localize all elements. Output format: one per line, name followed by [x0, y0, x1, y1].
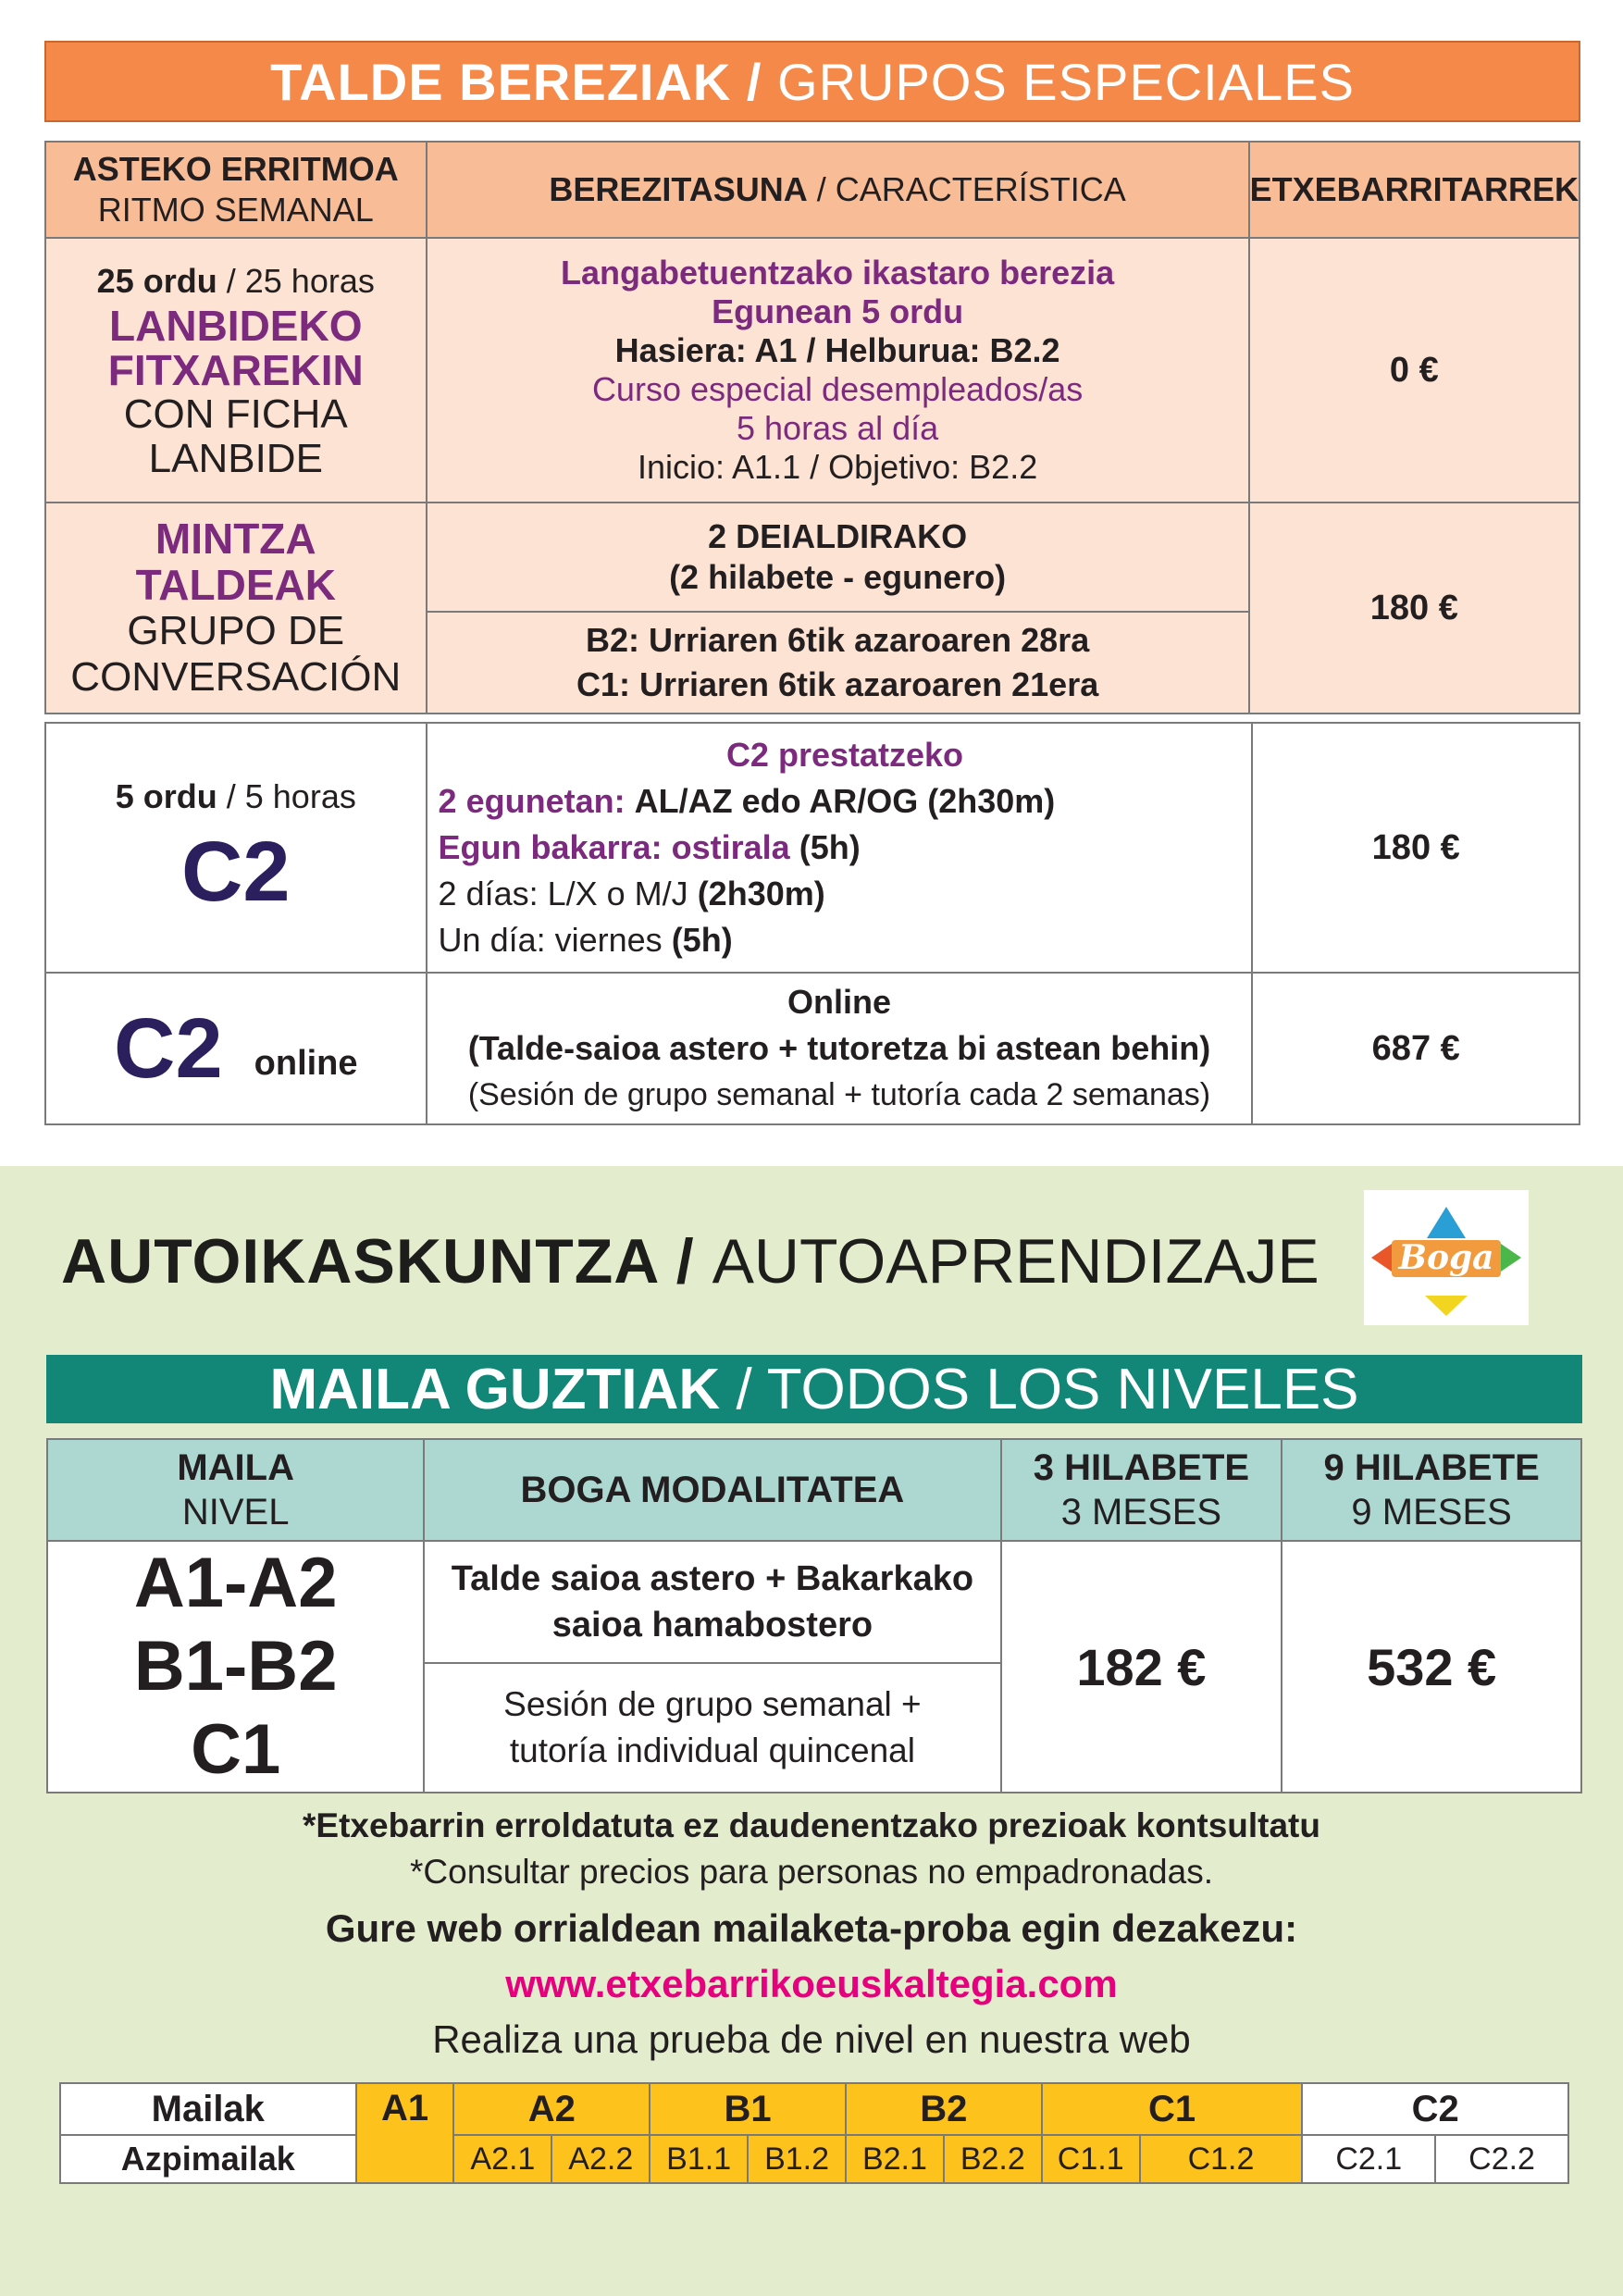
header-level-eu: MAILA: [177, 1447, 294, 1488]
c2-line1-value: AL/AZ edo AR/OG (2h30m): [634, 782, 1056, 820]
mintza-name-eu-1: MINTZA: [155, 515, 316, 563]
mintza-calls-cell: [427, 503, 1249, 612]
sublevel-c2-2: C2.2: [1435, 2135, 1568, 2183]
header-price-label: ETXEBARRITARREK: [1249, 170, 1579, 208]
lanbide-name-es-2: LANBIDE: [148, 436, 323, 481]
header-9-months-es: 9 MESES: [1351, 1492, 1512, 1533]
level-b2: B2: [846, 2083, 1042, 2135]
mode-eu-cell: [424, 1541, 1000, 1663]
mintza-price: 180 €: [1369, 588, 1458, 627]
c2-row: [45, 723, 1580, 973]
lanbide-hours-sep: /: [226, 262, 236, 300]
price-9-months-cell: [1282, 1541, 1581, 1793]
header-9-months-eu: 9 HILABETE: [1323, 1447, 1540, 1488]
note-level-test-eu: Gure web orrialdean mailaketa-proba egin dezakezu:: [325, 1906, 1298, 1950]
header-rhythm-eu: ASTEKO ERRITMOA: [72, 150, 399, 188]
sublevel-b2-2: B2.2: [944, 2135, 1042, 2183]
lanbide-rhythm-cell: [45, 238, 427, 503]
lanbide-price-cell: [1249, 238, 1580, 503]
mintza-name-cell: [45, 503, 427, 714]
note-not-registered-eu: *Etxebarrin erroldatuta ez daudenentzako prezioak kontsultatu: [303, 1806, 1320, 1844]
level-a2: A2: [453, 2083, 650, 2135]
mintza-dates-b2: B2: Urriaren 6tik azaroaren 28ra: [585, 621, 1090, 659]
c2-online-level-cell: [45, 973, 427, 1124]
mintza-name-es-2: CONVERSACIÓN: [70, 654, 402, 700]
lanbide-desc-6: Inicio: A1.1 / Objetivo: B2.2: [637, 448, 1038, 486]
sublevel-c1-2: C1.2: [1140, 2135, 1303, 2183]
c2-online-desc-cell: [427, 973, 1253, 1124]
levels-sub-row: [60, 2135, 1568, 2183]
levels-sub-label: Azpimailak: [60, 2135, 356, 2183]
mode-es-cell: [424, 1663, 1000, 1793]
c2-table: [44, 722, 1580, 1125]
header-3-months-es: 3 MESES: [1060, 1492, 1222, 1533]
mintza-dates-cell: [427, 612, 1249, 714]
mintza-name-eu-2: TALDEAK: [135, 561, 336, 609]
all-levels-band-eu: MAILA GUZTIAK: [269, 1357, 721, 1421]
levels-main-row: [60, 2083, 1568, 2135]
note-level-test-es: Realiza una prueba de nivel en nuestra web: [432, 2017, 1191, 2061]
c2-line3-label: 2 días: L/X o M/J: [438, 875, 688, 912]
lanbide-name-eu-2: FITXAREKIN: [107, 346, 364, 394]
level-a1-a2: A1-A2: [133, 1544, 338, 1622]
c2-level-cell: [45, 723, 427, 973]
special-groups-header-row: [45, 142, 1580, 238]
special-groups-table: [44, 141, 1580, 714]
mintza-name-es-1: GRUPO DE: [127, 608, 345, 653]
c2-online-level: C2: [114, 1000, 223, 1096]
mintza-price-cell: [1249, 503, 1580, 714]
sublevel-c1-1: C1.1: [1042, 2135, 1140, 2183]
lanbide-hours-es: 25 horas: [244, 262, 375, 300]
levels-cell: [47, 1541, 424, 1793]
header-feature-sep: /: [816, 170, 826, 208]
levels-main-label: Mailak: [60, 2083, 356, 2135]
header-price: [1249, 142, 1580, 238]
header-feature-eu: BEREZITASUNA: [549, 170, 808, 208]
header-rhythm: [45, 142, 427, 238]
header-3-months: [1001, 1439, 1282, 1541]
c2-line4-value: (5h): [671, 921, 733, 959]
self-learning-row-1: [47, 1541, 1581, 1663]
c2-online-price-cell: [1252, 973, 1580, 1124]
c2-online-suffix: online: [254, 1043, 358, 1083]
c2-line4-label: Un día: viernes: [438, 921, 663, 959]
all-levels-band-es: / TODOS LOS NIVELES: [736, 1357, 1359, 1421]
boga-logo-text: Boga: [1398, 1238, 1494, 1277]
price-3-months: 182 €: [1076, 1637, 1207, 1696]
c2-hours-sep: /: [226, 777, 236, 815]
mode-es: Sesión de grupo semanal + tutoría individual quincenal: [503, 1684, 922, 1769]
level-c2-bar: C2: [1302, 2083, 1568, 2135]
c2-hours-eu: 5 ordu: [115, 777, 217, 815]
lanbide-desc-5: 5 horas al día: [737, 409, 939, 447]
header-mode: [424, 1439, 1000, 1541]
c2-price: 180 €: [1371, 827, 1460, 867]
self-learning-heading-es: AUTOAPRENDIZAJE: [712, 1226, 1319, 1297]
c2-online-row: [45, 973, 1580, 1124]
c2-online-title: Online: [787, 983, 891, 1021]
c2-price-cell: [1252, 723, 1580, 973]
lanbide-desc-cell: [427, 238, 1249, 503]
special-groups-title-eu: TALDE BEREZIAK /: [270, 52, 762, 111]
boga-logo-icon: [1364, 1190, 1529, 1325]
c2-title: C2 prestatzeko: [725, 736, 964, 774]
level-b1-b2: B1-B2: [133, 1627, 338, 1706]
self-learning-table: [46, 1438, 1582, 1793]
self-learning-heading: [61, 1220, 1319, 1303]
header-feature-es: CARACTERÍSTICA: [835, 170, 1126, 208]
c2-hours-es: 5 horas: [244, 777, 356, 815]
level-a1: A1: [356, 2083, 454, 2183]
mintza-calls-2: (2 hilabete - egunero): [669, 558, 1007, 596]
c2-desc-cell: [427, 723, 1253, 973]
special-groups-title: [44, 41, 1580, 122]
price-9-months: 532 €: [1367, 1637, 1497, 1696]
c2-online-desc-es: (Sesión de grupo semanal + tutoría cada 2 semanas): [467, 1077, 1211, 1112]
lanbide-hours-eu: 25 ordu: [96, 262, 217, 300]
header-mode-label: BOGA MODALITATEA: [520, 1469, 905, 1510]
sublevel-c2-1: C2.1: [1302, 2135, 1435, 2183]
level-c1-bar: C1: [1042, 2083, 1303, 2135]
level-b1: B1: [650, 2083, 846, 2135]
mode-eu: Talde saioa astero + Bakarkako saioa hamabostero: [451, 1558, 974, 1644]
c2-line2-value: (5h): [799, 828, 861, 866]
note-not-registered-es: *Consultar precios para personas no empadronadas.: [410, 1853, 1213, 1891]
sublevel-a2-2: A2.2: [551, 2135, 650, 2183]
c2-online-desc-eu: (Talde-saioa astero + tutoretza bi astean behin): [467, 1029, 1211, 1067]
level-c1: C1: [191, 1710, 281, 1789]
self-learning-heading-eu: AUTOIKASKUNTZA /: [61, 1226, 695, 1297]
sublevel-a2-1: A2.1: [453, 2135, 551, 2183]
boga-logo: [1364, 1190, 1529, 1325]
c2-line2-label: Egun bakarra: ostirala: [438, 828, 790, 866]
price-3-months-cell: [1001, 1541, 1282, 1793]
header-rhythm-es: RITMO SEMANAL: [97, 191, 374, 229]
mintza-row-1: [45, 503, 1580, 612]
header-feature: [427, 142, 1249, 238]
c2-level: C2: [180, 825, 291, 919]
lanbide-row: [45, 238, 1580, 503]
special-groups-title-es: GRUPOS ESPECIALES: [777, 52, 1355, 111]
header-9-months: [1282, 1439, 1581, 1541]
c2-online-price: 687 €: [1371, 1028, 1460, 1068]
lanbide-desc-2: Egunean 5 ordu: [712, 292, 964, 330]
header-level: [47, 1439, 424, 1541]
all-levels-band: [46, 1355, 1582, 1423]
sublevel-b1-2: B1.2: [748, 2135, 846, 2183]
self-learning-header-row: [47, 1439, 1581, 1541]
mintza-calls-1: 2 DEIALDIRAKO: [708, 517, 968, 555]
c2-line3-value: (2h30m): [697, 875, 825, 912]
mintza-dates-c1: C1: Urriaren 6tik azaroaren 21era: [576, 665, 1099, 703]
lanbide-desc-4: Curso especial desempleados/as: [591, 370, 1084, 408]
lanbide-name-eu-1: LANBIDEKO: [109, 302, 363, 350]
lanbide-name-es-1: CON FICHA: [123, 391, 348, 437]
c2-line1-label: 2 egunetan:: [438, 782, 626, 820]
header-level-es: NIVEL: [181, 1492, 290, 1533]
levels-bar: [59, 2082, 1569, 2184]
website-link[interactable]: www.etxebarrikoeuskaltegia.com: [505, 1962, 1118, 2005]
header-3-months-eu: 3 HILABETE: [1033, 1447, 1250, 1488]
lanbide-price: 0 €: [1389, 350, 1439, 390]
lanbide-desc-3: Hasiera: A1 / Helburua: B2.2: [614, 331, 1060, 369]
lanbide-desc-1: Langabetuentzako ikastaro berezia: [561, 254, 1115, 292]
sublevel-b2-1: B2.1: [846, 2135, 944, 2183]
sublevel-b1-1: B1.1: [650, 2135, 748, 2183]
